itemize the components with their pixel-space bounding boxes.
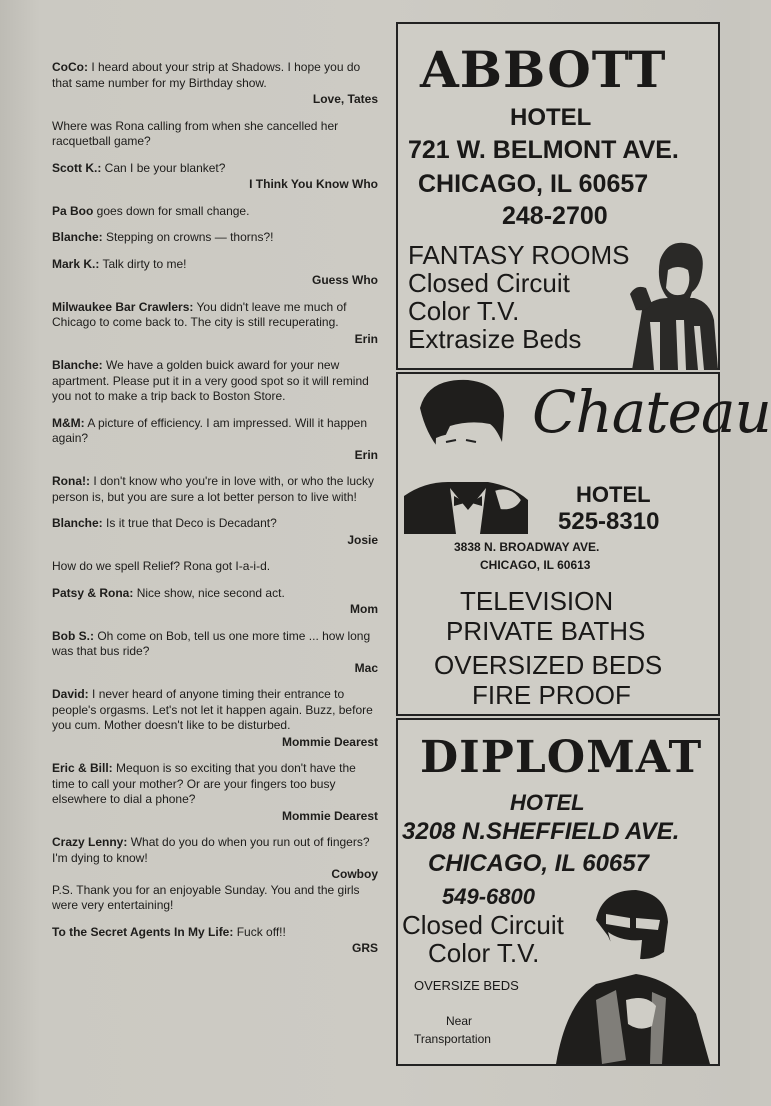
ad-address: 3838 N. BROADWAY AVE.	[454, 540, 600, 554]
ad-feature: OVERSIZED BEDS	[434, 650, 663, 680]
ad-hotel-name: DIPLOMAT	[420, 732, 703, 783]
diplomat-hotel-ad	[396, 718, 720, 1066]
personals-column	[52, 60, 378, 968]
signature: Cowboy	[331, 867, 378, 881]
personal-entry: Where was Rona calling from when she cancelled her racquetball game?	[52, 118, 339, 148]
ad-feature: OVERSIZE BEDS	[414, 978, 519, 993]
signature: Mommie Dearest	[281, 734, 378, 749]
personal-entry: M&M: A picture of efficiency. I am impressed. Will it happen again? Erin	[52, 415, 378, 462]
ad-hotel-label: HOTEL	[510, 104, 592, 131]
ad-hotel-label: HOTEL	[510, 790, 585, 815]
personal-entry: Milwaukee Bar Crawlers: You didn't leave me much of Chicago to come back to. The city is still recuperating. Erin	[52, 299, 378, 346]
signature: Erin	[354, 331, 378, 346]
chateau-hotel-ad	[396, 372, 771, 716]
signature: Mom	[350, 602, 378, 616]
ad-address: 721 W. BELMONT AVE.	[408, 136, 679, 164]
personal-entry: Blanche: Stepping on crowns — thorns?!	[52, 230, 274, 244]
ad-city: CHICAGO, IL 60613	[480, 558, 591, 572]
ad-note: Near	[446, 1014, 473, 1028]
ad-phone: 248-2700	[502, 202, 608, 230]
ad-hotel-name: Chateau	[532, 378, 771, 446]
hotel-ads-column	[396, 22, 771, 1064]
personal-entry: How do we spell Relief? Rona got I-a-i-d.	[52, 559, 271, 573]
abbott-hotel-ad	[396, 22, 720, 370]
signature: Josie	[347, 532, 378, 547]
personal-entry: Crazy Lenny: What do you do when you run out of fingers? I'm dying to know! Cowboy	[52, 835, 378, 881]
man-with-sunglasses-illustration	[556, 880, 718, 1064]
signature: Mac	[354, 660, 378, 675]
ad-hotel-name: ABBOTT	[420, 40, 667, 99]
signature: Erin	[354, 447, 378, 462]
personal-entry: CoCo: I heard about your strip at Shadows. I hope you do that same number for my Birthday show. Love, Tates	[52, 60, 378, 106]
personal-entry: Bob S.: Oh come on Bob, tell us one more time ... how long was that bus ride? Mac	[52, 628, 378, 675]
ad-feature: Closed Circuit	[402, 910, 564, 940]
signature: GRS	[351, 941, 378, 955]
ad-phone: 525-8310	[558, 508, 660, 535]
ad-feature: Extrasize Beds	[408, 324, 582, 354]
personal-entry: Rona!: I don't know who you're in love with, or who the lucky person is, but you are sure a lot better person to live with!	[52, 474, 375, 504]
signature: Guess Who	[311, 273, 378, 287]
ad-feature: Color T.V.	[408, 296, 520, 326]
ad-feature: Closed Circuit	[408, 268, 570, 298]
personal-entry: Mark K.: Talk dirty to me! Guess Who	[52, 256, 378, 287]
personal-entry: Blanche: We have a golden buick award for your new apartment. Please put it in a very good spot so it will remind you not to make a trip back to Boston Store.	[52, 358, 369, 403]
personal-entry: Scott K.: Can I be your blanket? I Think You Know Who	[52, 160, 378, 191]
personal-entry: Patsy & Rona: Nice show, nice second act. Mom	[52, 585, 378, 616]
ad-feature: PRIVATE BATHS	[446, 616, 646, 646]
ad-feature: FIRE PROOF	[472, 680, 631, 710]
personal-entry: To the Secret Agents In My Life: Fuck off!! GRS	[52, 924, 378, 955]
personal-entry: P.S. Thank you for an enjoyable Sunday. You and the girls were very entertaining!	[52, 882, 360, 912]
ad-note: Transportation	[414, 1032, 491, 1046]
ad-feature: Color T.V.	[428, 938, 540, 968]
personal-entry: David: I never heard of anyone timing their entrance to people's orgasms. Let's not let it happen again. Buzz, before you cum. Mother doesn't like to be disturbed. Mommie Dearest	[52, 687, 378, 749]
man-on-phone-illustration	[620, 230, 718, 370]
ad-hotel-label: HOTEL	[576, 482, 651, 507]
personal-entry: Eric & Bill: Mequon is so exciting that you don't have the time to call your mother? Or are your fingers too busy elsewhere to dial a phone? Mommie Dearest	[52, 761, 378, 823]
signature: Love, Tates	[312, 92, 378, 106]
man-in-tuxedo-illustration	[402, 378, 530, 534]
personal-entry: Pa Boo goes down for small change.	[52, 203, 250, 218]
signature: Mommie Dearest	[281, 808, 378, 823]
ad-city: CHICAGO, IL 60657	[418, 170, 649, 198]
ad-feature: FANTASY ROOMS	[408, 240, 630, 270]
signature: I Think You Know Who	[249, 177, 378, 191]
ad-city: CHICAGO, IL 60657	[428, 850, 649, 877]
ad-address: 3208 N.SHEFFIELD AVE.	[402, 818, 680, 845]
ad-phone: 549-6800	[442, 884, 535, 909]
personal-entry: Blanche: Is it true that Deco is Decadant? Josie	[52, 516, 378, 547]
ad-feature: TELEVISION	[460, 586, 614, 616]
